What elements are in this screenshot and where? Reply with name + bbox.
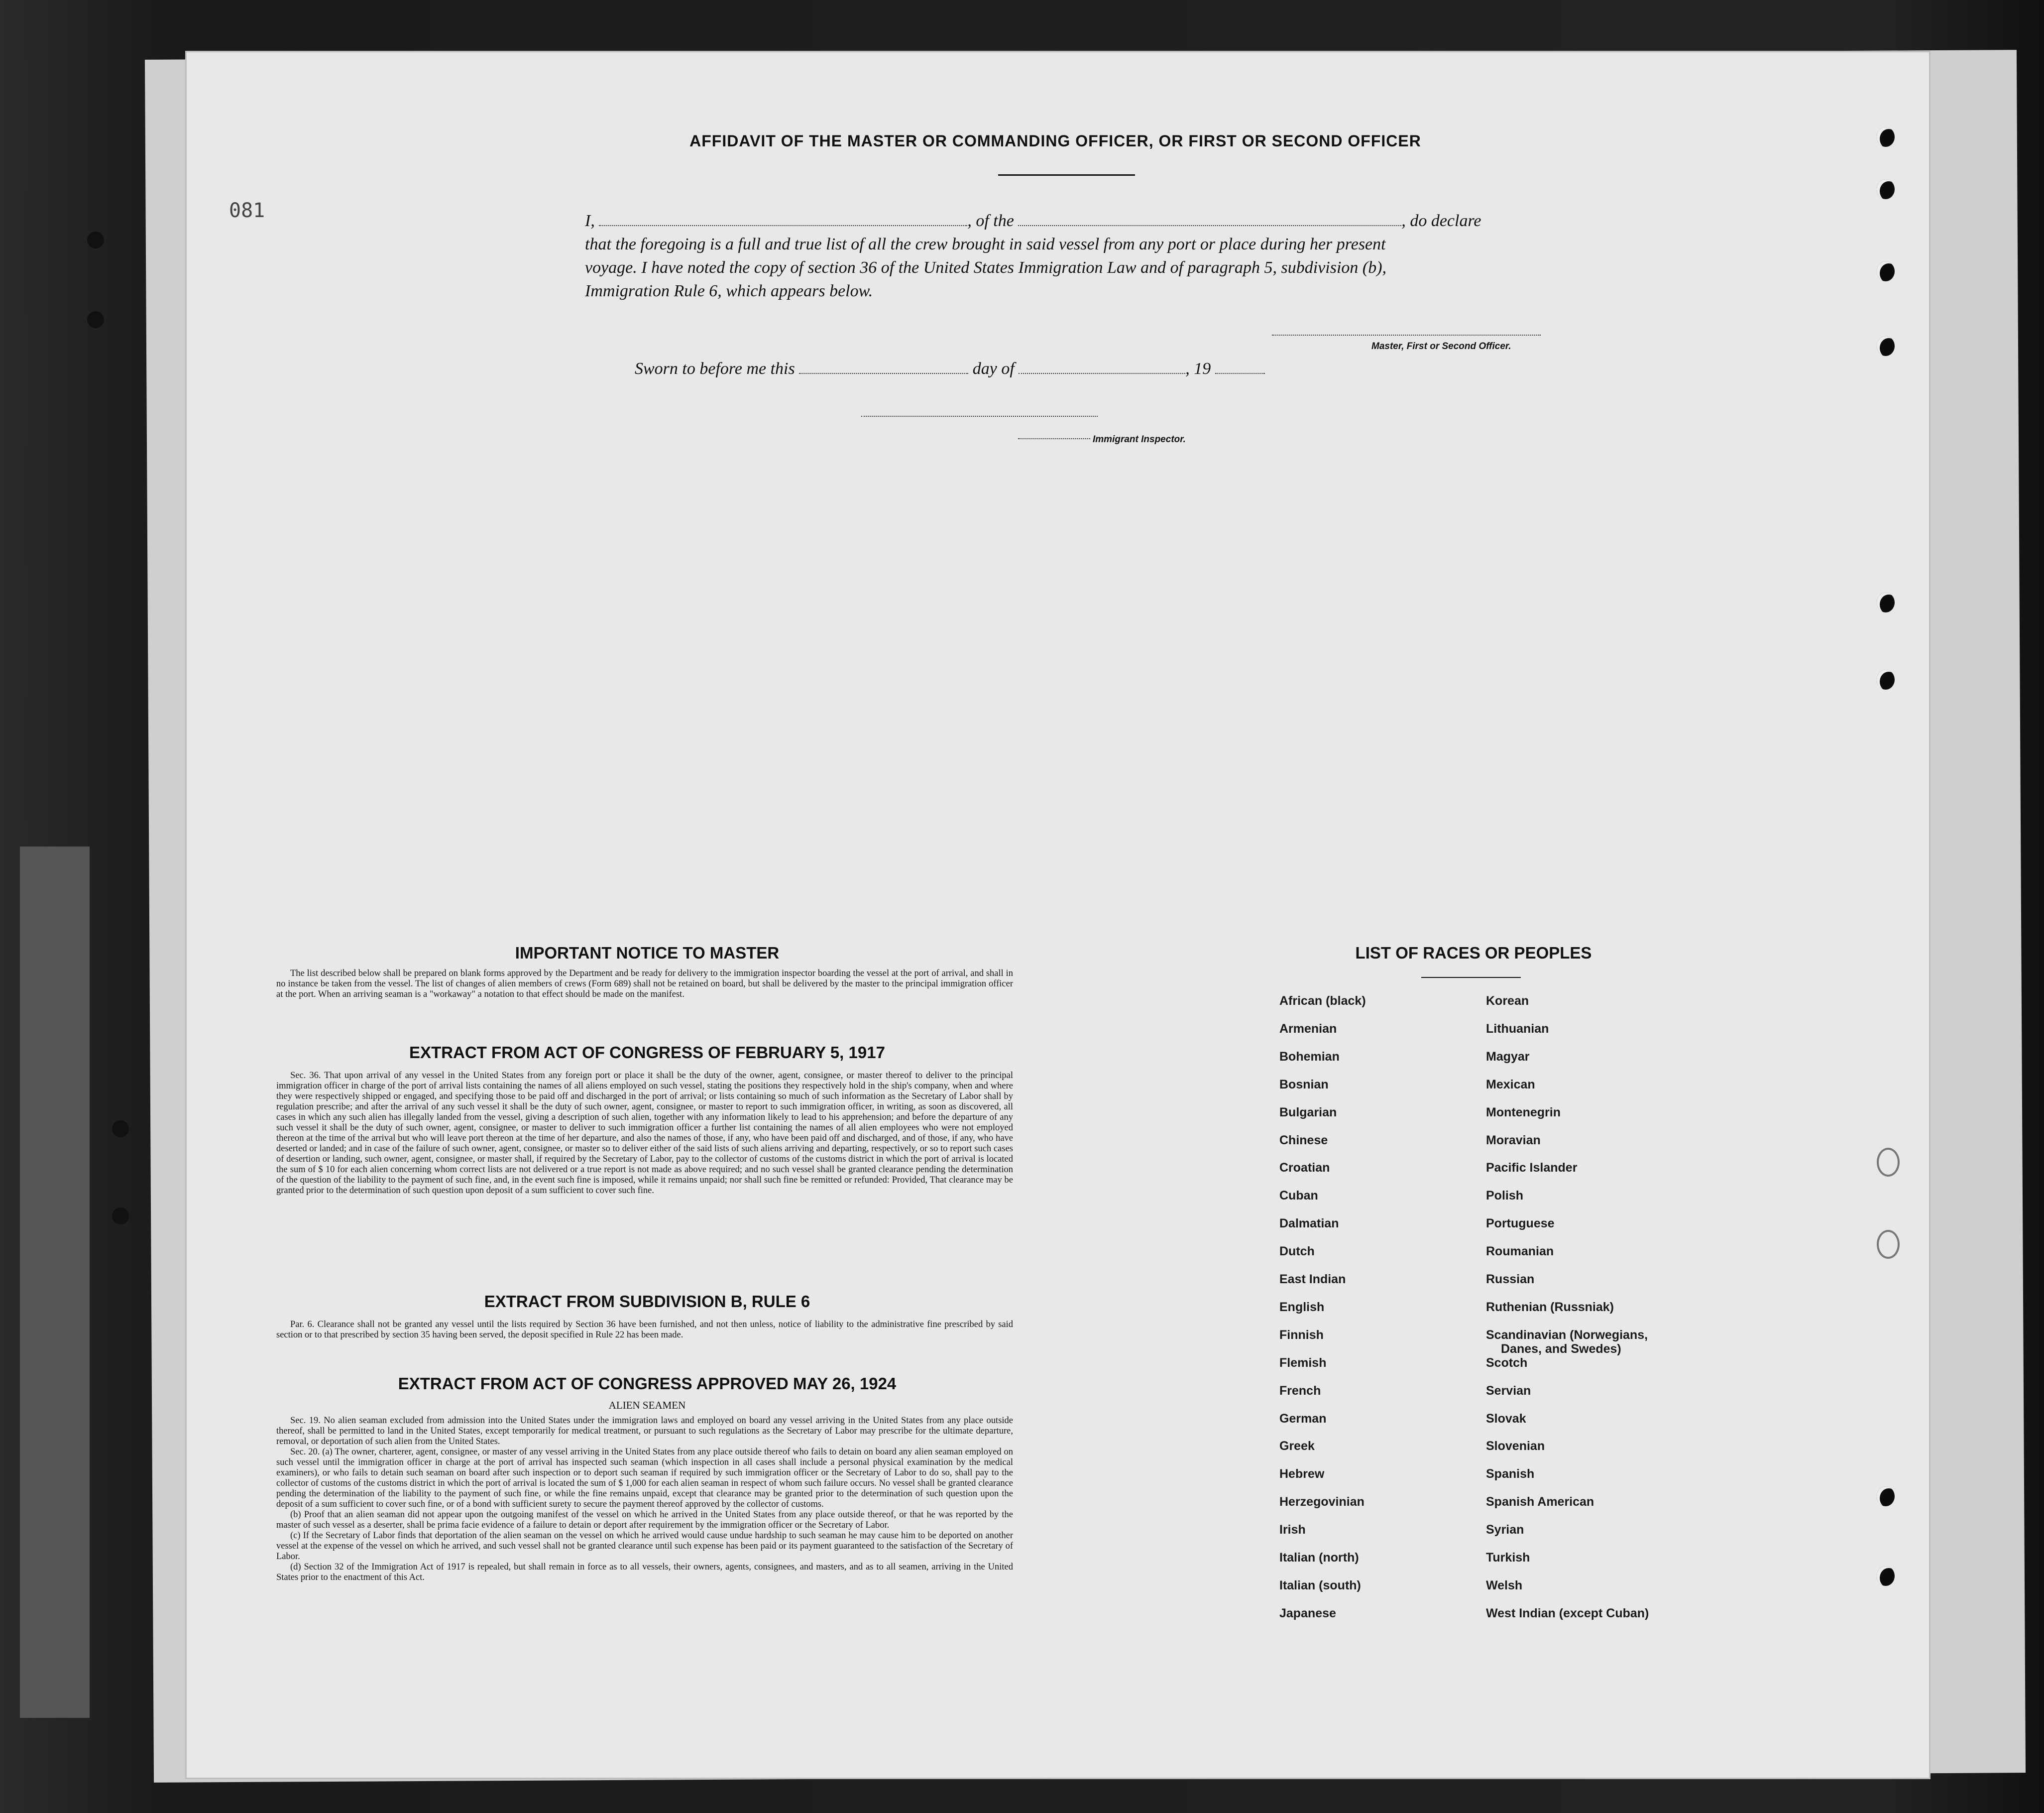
binder-edge bbox=[20, 846, 90, 1718]
inspector-label: Immigrant Inspector. bbox=[1093, 434, 1186, 445]
sworn-year-label: , 19 bbox=[1185, 360, 1211, 378]
race-item: Croatian bbox=[1279, 1161, 1330, 1175]
race-item: Mexican bbox=[1486, 1077, 1535, 1091]
race-item: Dutch bbox=[1279, 1244, 1315, 1259]
race-item: Moravian bbox=[1486, 1133, 1541, 1147]
act1917-title: EXTRACT FROM ACT OF CONGRESS OF FEBRUARY 5, 1917 bbox=[409, 1043, 885, 1062]
page-hole bbox=[1877, 336, 1895, 356]
act1924-title: EXTRACT FROM ACT OF CONGRESS APPROVED MAY 26, 1924 bbox=[398, 1374, 897, 1393]
page-hole bbox=[1877, 1230, 1900, 1259]
notice-paragraph: The list described below shall be prepared on blank forms approved by the Department and be ready for delivery to the immigration inspector boarding the vessel at the port of arrival, and shall in no instance be taken from the vessel. The list of changes of alien members of crews (Form 689) shall not be retained on board, but shall be delivered by the master to the principal immigration officer at the port. When an arriving seaman is a "workaway" a notation to that effect should be made on the manifest. bbox=[276, 968, 1013, 999]
race-item: Montenegrin bbox=[1486, 1105, 1561, 1119]
name-field[interactable] bbox=[599, 212, 967, 226]
punch-hole bbox=[87, 232, 104, 248]
race-item: Bohemian bbox=[1279, 1049, 1340, 1064]
act1924-sec20d: (d) Section 32 of the Immigration Act of 1917 is repealed, but shall remain in force as to all vessels, their owners, agents, consignees, and masters, and as to all seamen, arriving in the United States prior to the enactment of this Act. bbox=[276, 1562, 1013, 1582]
declare-line-4: Immigration Rule 6, which appears below. bbox=[585, 282, 873, 300]
page-hole bbox=[1877, 261, 1895, 281]
race-item: African (black) bbox=[1279, 994, 1366, 1008]
inspector-signature-field[interactable] bbox=[861, 416, 1098, 417]
race-item: French bbox=[1279, 1383, 1321, 1398]
race-item: German bbox=[1279, 1411, 1327, 1426]
sworn-prefix: Sworn to before me this bbox=[635, 360, 795, 378]
act1924-subtitle: ALIEN SEAMEN bbox=[608, 1399, 686, 1411]
declare-line-3: voyage. I have noted the copy of section 36 of the United States Immigration Law and of paragraph 5, subdivision (b), bbox=[585, 258, 1387, 277]
race-item: Bulgarian bbox=[1279, 1105, 1337, 1119]
race-item: Herzegovinian bbox=[1279, 1495, 1364, 1509]
rule6-body bbox=[276, 1320, 1013, 1340]
page-hole bbox=[1877, 1486, 1895, 1506]
page-hole bbox=[1877, 593, 1895, 612]
race-item: Chinese bbox=[1279, 1133, 1328, 1147]
race-item: Irish bbox=[1279, 1523, 1306, 1537]
race-item: Dalmatian bbox=[1279, 1216, 1339, 1231]
declare-i: I, bbox=[585, 212, 595, 230]
race-item: Syrian bbox=[1486, 1523, 1524, 1537]
race-item: English bbox=[1279, 1300, 1325, 1314]
race-item: East Indian bbox=[1279, 1272, 1346, 1286]
sworn-year-field[interactable] bbox=[1215, 360, 1265, 374]
race-item: Turkish bbox=[1486, 1551, 1530, 1565]
race-item: Slovenian bbox=[1486, 1439, 1545, 1453]
page-hole bbox=[1877, 179, 1895, 199]
race-item: Korean bbox=[1486, 994, 1529, 1008]
race-item: Cuban bbox=[1279, 1189, 1318, 1203]
declare-of-the: , of the bbox=[967, 212, 1014, 230]
sworn-day-field[interactable] bbox=[799, 360, 968, 374]
notice-title: IMPORTANT NOTICE TO MASTER bbox=[515, 944, 780, 962]
race-item: Spanish American bbox=[1486, 1495, 1594, 1509]
act1917-paragraph: Sec. 36. That upon arrival of any vessel in the United States from any foreign port or place it shall be the duty of the owner, agent, consignee, or master thereof to deliver to the principal immigration officer in charge of the port of arrival lists containing the names of all aliens employed on such vessel, stating the positions they respectively hold in the ship's company, when and where they were respectively shipped or engaged, and specifying those to be paid off and discharged in the port of arrival; or lists containing so much of such information as the Secretary of Labor shall by regulation prescribe; and after the arrival of any such vessel it shall be the duty of such owner, agent, consignee, or master to report to such immigration officer, in writing, as soon as discovered, all cases in which any such alien has illegally landed from the vessel, giving a description of such alien, together with any information likely to lead to his apprehension; and before the departure of any such vessel it shall be the duty of such owner, agent, consignee, or master to deliver to such immigration officer a further list containing the names of all alien employees who were not employed thereon at the time of the arrival but who will leave port thereon at the time of her departure, and also the names of those, if any, who have been paid off and discharged, and of those, if any, who have deserted or landed; and in case of the failure of such owner, agent, consignee, or master so to deliver either of the said lists of such aliens arriving and departing, respectively, or so to report such cases of desertion or landing, such owner, agent, consignee, or master shall, if required by the Secretary of Labor, pay to the collector of customs of the customs district in which the port of arrival is located the sum of $ 10 for each alien concerning whom correct lists are not delivered or a true report is not made as above required; and no such vessel shall be granted clearance pending the determination of the question of the liability to the payment of such fine, and, in the event such fine is imposed, while it remains unpaid; nor shall such fine be remitted or refunded: Provided, That clearance may be granted prior to the determination of such question upon deposit of a sum sufficient to cover such fine. bbox=[276, 1071, 1013, 1196]
race-item: Danes, and Swedes) bbox=[1501, 1341, 1621, 1356]
race-item: West Indian (except Cuban) bbox=[1486, 1606, 1649, 1620]
declare-line-2: that the foregoing is a full and true list of all the crew brought in said vessel from any port or place during her present bbox=[585, 235, 1386, 253]
page-hole bbox=[1877, 1566, 1895, 1586]
race-item: Greek bbox=[1279, 1439, 1315, 1453]
act1917-body bbox=[276, 1071, 1013, 1196]
act1924-sec20a: Sec. 20. (a) The owner, charterer, agent, consignee, or master of any vessel arriving in the United States from any place outside thereof who fails to detain on board any alien seaman employed on such vessel until the immigration officer in charge at the port of arrival has inspected such seaman (which inspection in all cases shall include a personal physical examination by the medical examiners), or who fails to detain such seaman on board after such inspection or to deport such seaman if required by such immigration officer or the Secretary of Labor to do so, shall pay to the collector of customs of the customs district in which the port of arrival is located the sum of $ 1,000 for each alien seaman in respect of whom such failure occurs. No vessel shall be granted clearance pending the determination of the liability to the payment of such fine, or while the fine remains unpaid, except that clearance may be granted prior to the determination of such question upon the deposit of a sum sufficient to cover such fine, or of a bond with sufficient surety to secure the payment thereof approved by the collector of customs. bbox=[276, 1447, 1013, 1509]
punch-hole bbox=[87, 311, 104, 328]
races-rule bbox=[1421, 977, 1521, 978]
race-item: Scandinavian (Norwegians, bbox=[1486, 1328, 1648, 1342]
page-hole bbox=[1877, 127, 1895, 147]
race-item: Hebrew bbox=[1279, 1467, 1325, 1481]
master-signature-field[interactable] bbox=[1272, 335, 1541, 336]
race-item: Italian (south) bbox=[1279, 1578, 1361, 1592]
stamp-number: 081 bbox=[229, 199, 265, 222]
punch-hole bbox=[112, 1208, 129, 1224]
master-signature-label: Master, First or Second Officer. bbox=[1371, 341, 1511, 352]
rule6-title: EXTRACT FROM SUBDIVISION B, RULE 6 bbox=[484, 1292, 810, 1311]
races-title: LIST OF RACES OR PEOPLES bbox=[1355, 944, 1592, 962]
race-item: Ruthenian (Russniak) bbox=[1486, 1300, 1614, 1314]
rule6-paragraph: Par. 6. Clearance shall not be granted any vessel until the lists required by Section 36 have been furnished, and not then unless, notice of liability to the administrative fine prescribed by said section or to that prescribed by section 35 having been served, the deposit specified in Rule 22 has been made. bbox=[276, 1320, 1013, 1340]
race-item: Bosnian bbox=[1279, 1077, 1329, 1091]
punch-hole bbox=[112, 1120, 129, 1137]
race-item: Pacific Islander bbox=[1486, 1161, 1578, 1175]
race-item: Flemish bbox=[1279, 1355, 1327, 1370]
race-item: Armenian bbox=[1279, 1021, 1337, 1036]
sworn-month-field[interactable] bbox=[1019, 360, 1185, 374]
vessel-field[interactable] bbox=[1018, 212, 1401, 226]
race-item: Spanish bbox=[1486, 1467, 1535, 1481]
race-item: Japanese bbox=[1279, 1606, 1336, 1620]
act1924-sec19: Sec. 19. No alien seaman excluded from admission into the United States under the immigration laws and employed on board any vessel arriving in the United States from any place outside thereof, shall be permitted to land in the United States, except temporarily for medical treatment, or pursuant to such regulations as the Secretary of Labor may prescribe for the ultimate departure, removal, or deportation of such alien from the United States. bbox=[276, 1416, 1013, 1447]
race-item: Magyar bbox=[1486, 1049, 1530, 1064]
race-item: Lithuanian bbox=[1486, 1021, 1549, 1036]
race-item: Roumanian bbox=[1486, 1244, 1554, 1259]
race-item: Russian bbox=[1486, 1272, 1535, 1286]
race-item: Finnish bbox=[1279, 1328, 1324, 1342]
race-item: Servian bbox=[1486, 1383, 1531, 1398]
act1924-sec20b: (b) Proof that an alien seaman did not appear upon the outgoing manifest of the vessel on which he arrived in the United States from any place outside thereof, or that he was reported by the master of such vessel as a deserter, shall be prima facie evidence of a failure to detain or deport after requirement by the immigration officer or the Secretary of Labor. bbox=[276, 1510, 1013, 1530]
race-item: Scotch bbox=[1486, 1355, 1528, 1370]
page-hole bbox=[1877, 1148, 1900, 1177]
race-item: Welsh bbox=[1486, 1578, 1523, 1592]
title-rule bbox=[998, 174, 1135, 176]
act1924-sec20c: (c) If the Secretary of Labor finds that deportation of the alien seaman on the vessel on which he arrived would cause undue hardship to such seaman he may cause him to be deported on another vessel at the expense of the vessel on which he arrived, and such vessel shall not be granted clearance until such expense has been paid or its payment guaranteed to the satisfaction of the Secretary of Labor. bbox=[276, 1531, 1013, 1562]
affidavit-declaration bbox=[585, 209, 1553, 303]
race-item: Slovak bbox=[1486, 1411, 1526, 1426]
race-item: Portuguese bbox=[1486, 1216, 1555, 1231]
declare-suffix: , do declare bbox=[1401, 212, 1481, 230]
notice-body bbox=[276, 968, 1013, 1000]
page-hole bbox=[1877, 670, 1895, 690]
inspector-dots bbox=[1018, 438, 1090, 439]
affidavit-title: AFFIDAVIT OF THE MASTER OR COMMANDING OFFICER, OR FIRST OR SECOND OFFICER bbox=[689, 132, 1421, 150]
race-item: Polish bbox=[1486, 1189, 1524, 1203]
sworn-line bbox=[635, 360, 1265, 378]
race-item: Italian (north) bbox=[1279, 1551, 1359, 1565]
sworn-day-label: day of bbox=[972, 360, 1015, 378]
act1924-body bbox=[276, 1416, 1013, 1583]
